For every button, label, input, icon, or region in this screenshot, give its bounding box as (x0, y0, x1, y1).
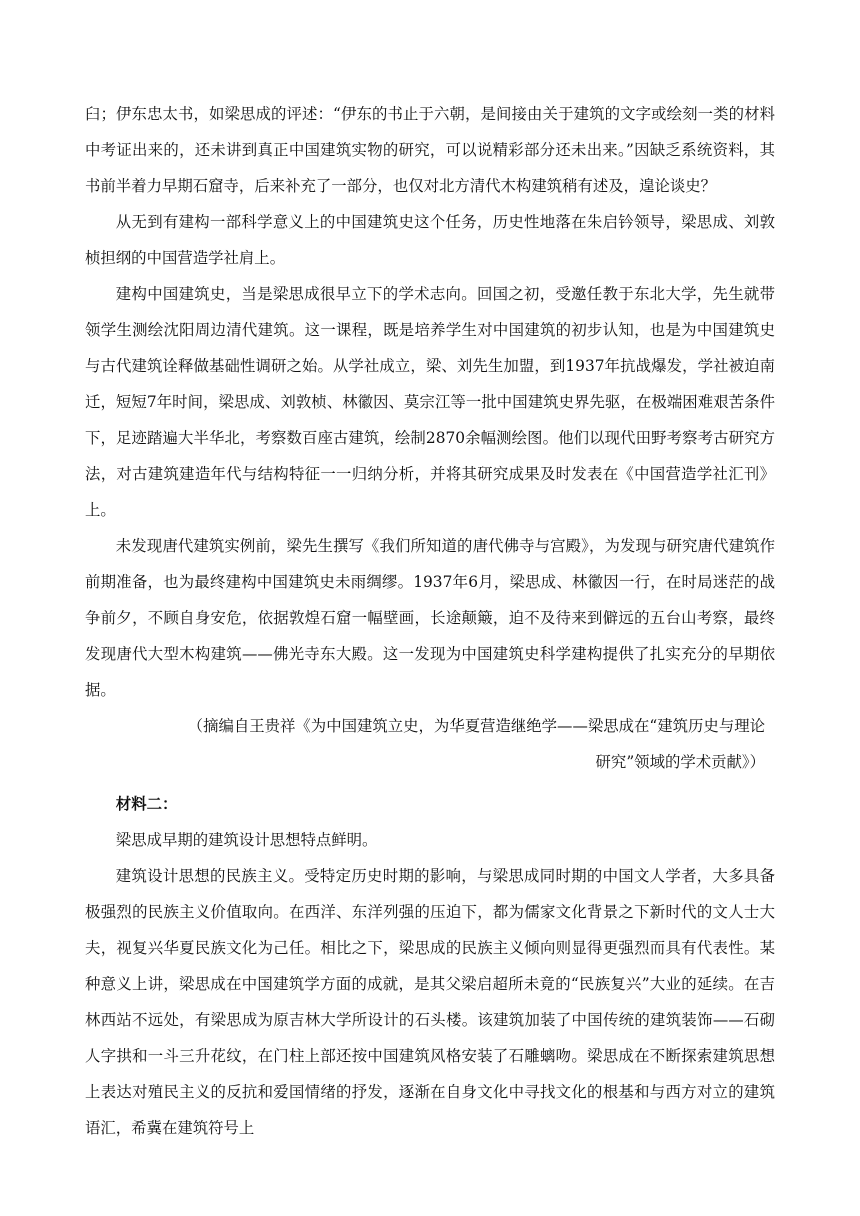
citation-line-1: （摘编自王贵祥《为中国建筑立史，为华夏营造继绝学——梁思成在“建筑历史与理论 (187, 717, 765, 735)
paragraph-task: 从无到有建构一部科学意义上的中国建筑史这个任务，历史性地落在朱启钤领导，梁思成、刘敦桢担纲的中国营造学社肩上。 (85, 213, 775, 267)
paragraph-tang-discovery: 未发现唐代建筑实例前，梁先生撰写《我们所知道的唐代佛寺与宫殿》，为发现与研究唐代建筑作前期准备，也为最终建构中国建筑史未雨绸缪。1937年6月，梁思成、林徽因一行，在时局迷茫的战争前夕，不顾自身安危，依据敦煌石窟一幅壁画，长途颠簸，迫不及待来到僻远的五台山考察，最终发现唐代大型木构建筑——佛光寺东大殿。这一发现为中国建筑史科学建构提供了扎实充分的早期依据。 (85, 537, 775, 699)
paragraph-nationalism: 建筑设计思想的民族主义。受特定历史时期的影响，与梁思成同时期的中国文人学者，大多具备极强烈的民族主义价值取向。在西洋、东洋列强的压迫下，都为儒家文化背景之下新时代的文人士大夫，视复兴华夏民族文化为己任。相比之下，梁思成的民族主义倾向则显得更强烈而具有代表性。某种意义上讲，梁思成在中国建筑学方面的成就，是其父梁启超所未竟的“民族复兴”大业的延续。在吉林西站不远处，有梁思成为原吉林大学所设计的石头楼。该建筑加装了中国传统的建筑装饰——石砌人字拱和一斗三升花纹，在门柱上部还按中国建筑风格安装了石雕螭吻。梁思成在不断探索建筑思想上表达对殖民主义的反抗和爱国情绪的抒发，逐渐在自身文化中寻找文化的根基和与西方对立的建筑语汇，希冀在建筑符号上 (85, 867, 775, 1137)
document-page (85, 96, 775, 1146)
section-heading-material-two: 材料二： (115, 795, 178, 813)
paragraph-ambition: 建构中国建筑史，当是梁思成很早立下的学术志向。回国之初，受邀任教于东北大学，先生就带领学生测绘沈阳周边清代建筑。这一课程，既是培养学生对中国建筑的初步认知，也是为中国建筑史与古代建筑诠释做基础性调研之始。从学社成立，梁、刘先生加盟，到1937年抗战爆发，学社被迫南迁，短短7年时间，梁思成、刘敦桢、林徽因、莫宗江等一批中国建筑史界先驱，在极端困难艰苦条件下，足迹踏遍大半华北，考察数百座古建筑，绘制2870余幅测绘图。他们以现代田野考察考古研究方法，对古建筑建造年代与结构特征一一归纳分析，并将其研究成果及时发表在《中国营造学社汇刊》上。 (85, 285, 775, 519)
paragraph-design-thought: 梁思成早期的建筑设计思想特点鲜明。 (115, 831, 378, 849)
paragraph-continuation: 臼；伊东忠太书，如梁思成的评述：“伊东的书止于六朝，是间接由关于建筑的文字或绘刻一类的材料中考证出来的，还未讲到真正中国建筑实物的研究，可以说精彩部分还未出来。”因缺乏系统资料，其书前半着力早期石窟寺，后来补充了一部分，也仅对北方清代木构建筑稍有述及，遑论谈史？ (85, 105, 775, 195)
citation-line-2: 研究”领域的学术贡献》） (595, 753, 765, 771)
source-citation (85, 708, 775, 780)
